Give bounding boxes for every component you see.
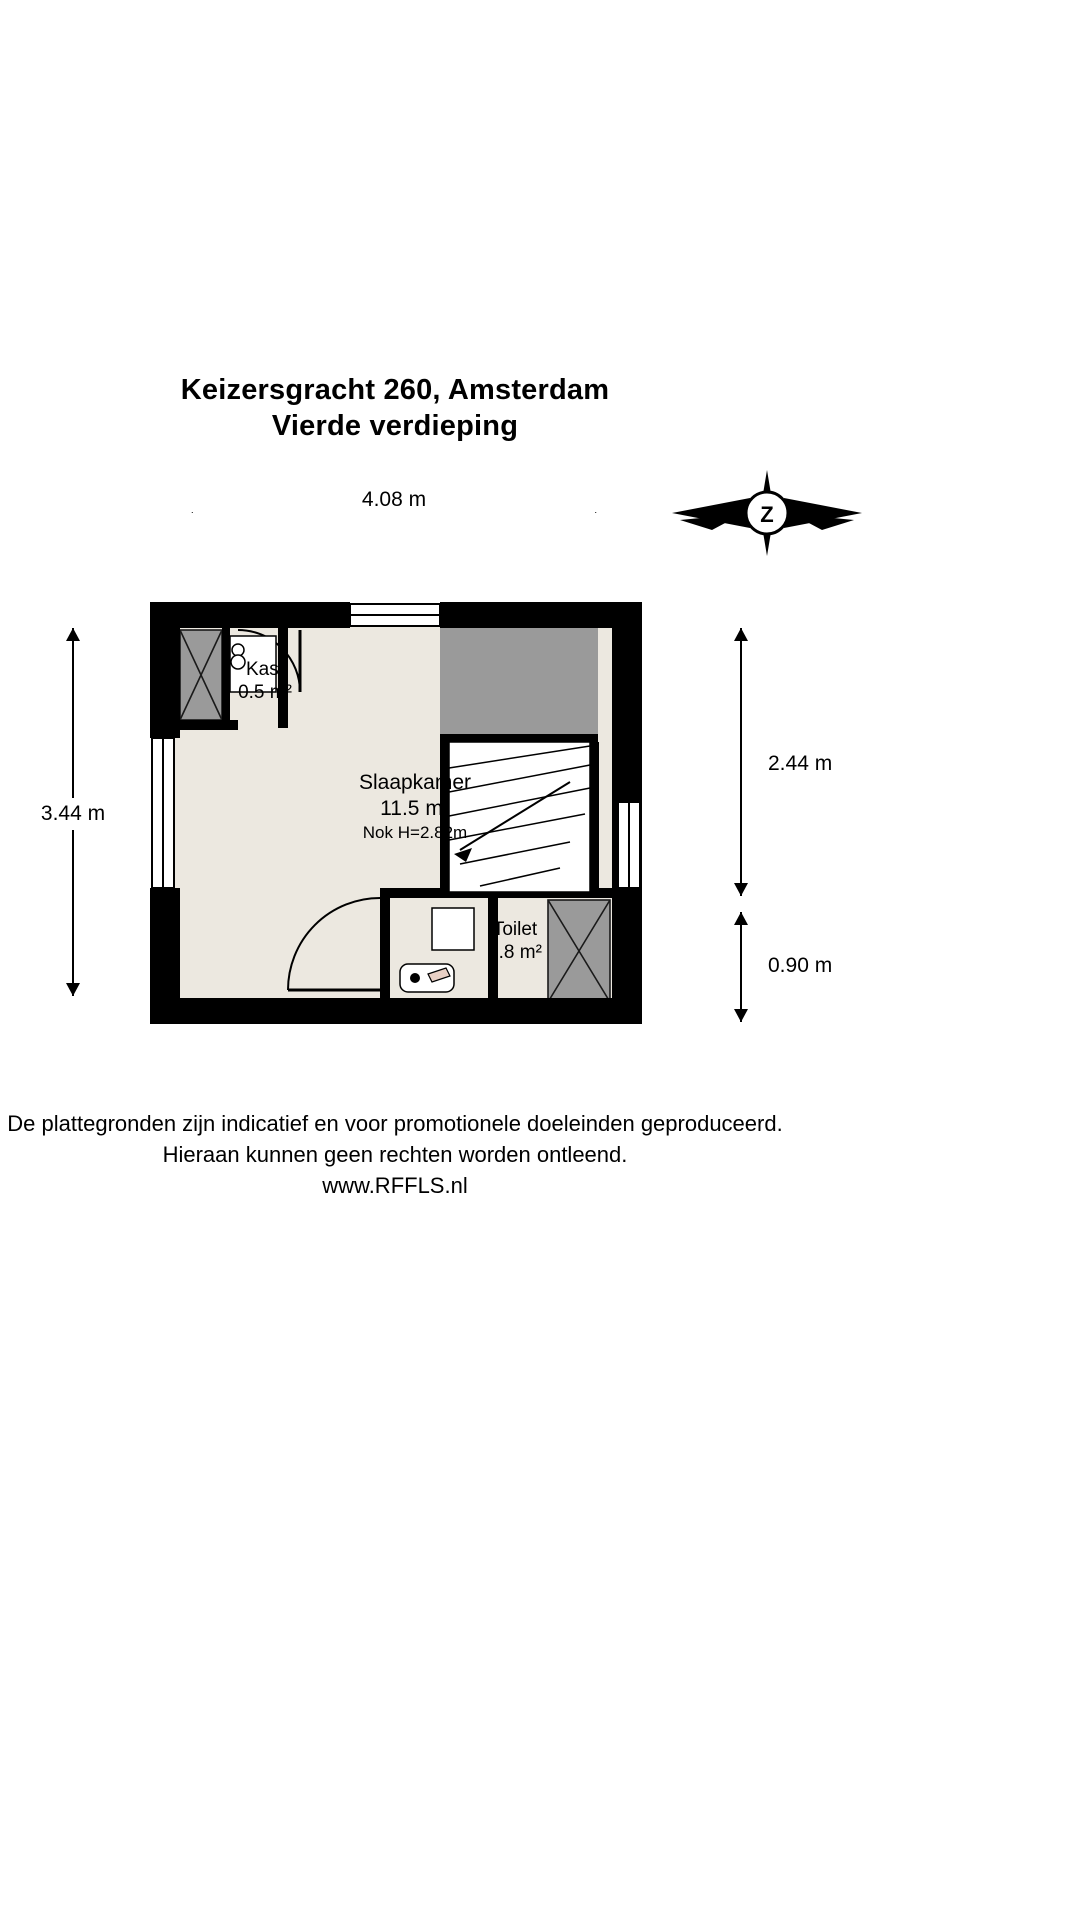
dimension-top [180, 488, 608, 522]
website-url: www.RFFLS.nl [322, 1173, 468, 1198]
disclaimer-line-1: De plattegronden zijn indicatief en voor promotionele doeleinden geproduceerd. [7, 1111, 783, 1136]
room-name: Kast [245, 659, 285, 680]
title-address: Keizersgracht 260, Amsterdam [180, 374, 610, 406]
title-floor: Vierde verdieping [271, 410, 519, 442]
compass-rose-icon [672, 468, 862, 558]
room-name: Slaapkamer [358, 771, 472, 794]
dimension-right-lower-arrow-top [734, 912, 748, 925]
dimension-right-lower-line [740, 912, 742, 1022]
room-name: Toilet [492, 919, 538, 940]
floorplan-svg [150, 602, 642, 1024]
compass-letter: Z [760, 502, 774, 527]
dimension-top-label-wrap [180, 488, 608, 512]
room-extra: Nok H=2.82m [362, 823, 468, 842]
dimension-left-arrow-bottom [66, 983, 80, 996]
dimension-top-label: 4.08 m [348, 488, 440, 511]
room-area: 0.8 m² [488, 942, 542, 963]
dimension-right-upper-arrow-top [734, 628, 748, 641]
room-area: 11.5 m² [380, 797, 450, 820]
floorplan [150, 602, 642, 1024]
dimension-right-lower-label: 0.90 m [768, 954, 833, 977]
page-title [0, 372, 790, 444]
dimension-right-upper-arrow-bottom [734, 883, 748, 896]
dimension-left-arrow-top [66, 628, 80, 641]
dimension-right-lower [720, 912, 860, 1022]
room-area: 0.5 m² [238, 682, 292, 703]
disclaimer [0, 1108, 790, 1201]
dimension-right-upper-line [740, 628, 742, 896]
disclaimer-line-2: Hieraan kunnen geen rechten worden ontleend. [162, 1142, 628, 1167]
dimension-left [28, 628, 158, 996]
dimension-right-upper-label: 2.44 m [768, 752, 833, 775]
dimension-left-label: 3.44 m [18, 798, 128, 830]
dimension-right-lower-arrow-bottom [734, 1009, 748, 1022]
staircase [449, 742, 590, 892]
dimension-right-upper [720, 628, 860, 896]
fixture-toilet-bowl [432, 908, 474, 950]
